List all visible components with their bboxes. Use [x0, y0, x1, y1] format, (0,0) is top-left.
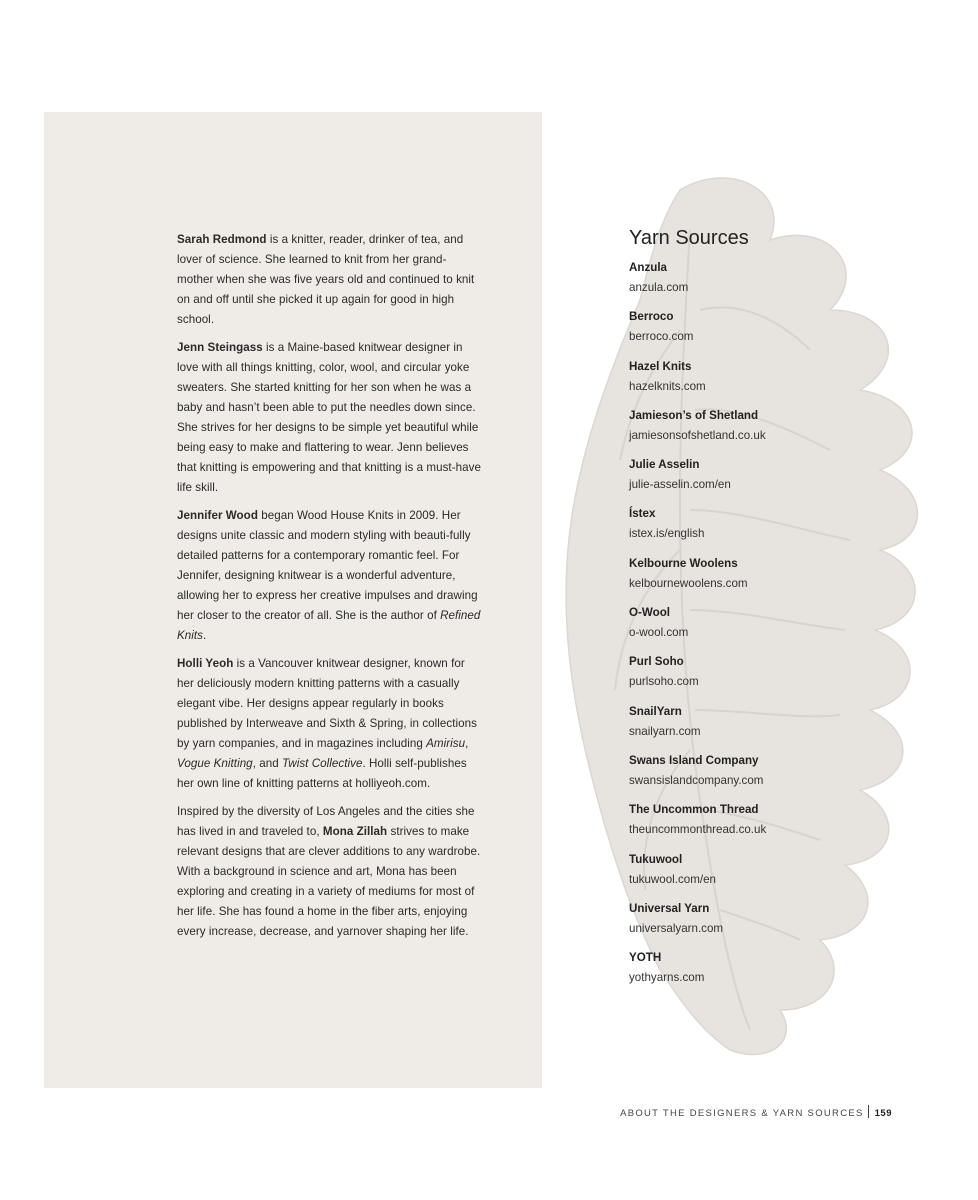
- yarn-source-name: SnailYarn: [629, 704, 682, 718]
- bio-sarah-redmond: [177, 230, 482, 330]
- yarn-sources-list: [629, 258, 929, 997]
- page-number: 159: [874, 1108, 892, 1119]
- yarn-source-name: Tukuwool: [629, 852, 683, 866]
- yarn-source-item: [629, 899, 929, 948]
- bio-text: is a Maine-based knitwear designer in love with all things knitting, color, wool, and circular yoke sweaters. She started knitting for her son when he was a baby and hasn’t been able to put the needles down since. She strives for her designs to be simple yet beautiful while being easy to make and flattering to wear. Jenn believes that knitting is empowering and that knitting is a must-have life skill.: [177, 341, 481, 494]
- yarn-source-url: theuncommonthread.co.uk: [629, 823, 767, 837]
- bio-text-start: Inspired by the diversity of Los Angeles and the cities she has lived in and traveled to,: [177, 805, 475, 838]
- yarn-source-item: [629, 307, 929, 356]
- yarn-source-item: [629, 800, 929, 849]
- yarn-source-url: berroco.com: [629, 330, 694, 344]
- yarn-source-url: julie-asselin.com/en: [629, 478, 731, 492]
- yarn-source-url: snailyarn.com: [629, 724, 701, 738]
- bio-jenn-steingass: [177, 338, 482, 498]
- bio-text: is a knitter, reader, drinker of tea, and lover of science. She learned to knit from her grand-mother when she was five years old and continued to knit on and off until she picked it up again for good in high school.: [177, 233, 475, 326]
- bio-name: Jenn Steingass: [177, 341, 263, 354]
- yarn-source-url: universalyarn.com: [629, 921, 724, 935]
- bio-text: began Wood House Knits in 2009. Her designs unite classic and modern styling with beauti-fully detailed patterns for a contemporary romantic feel. For Jennifer, designing knitwear is a wonderful adventure, allowing her to express her creative impulses and drawing her closer to the creator of all. She is the author of: [177, 509, 478, 622]
- yarn-sources: [629, 224, 929, 997]
- yarn-source-name: Purl Soho: [629, 655, 684, 669]
- yarn-source-url: purlsoho.com: [629, 675, 699, 689]
- yarn-source-url: yothyarns.com: [629, 971, 705, 985]
- yarn-source-name: The Uncommon Thread: [629, 803, 759, 817]
- footer-divider: [868, 1105, 869, 1118]
- bio-text-sep: ,: [465, 737, 469, 750]
- bio-name: Holli Yeoh: [177, 657, 234, 670]
- yarn-sources-title: Yarn Sources: [629, 227, 749, 249]
- yarn-source-name: O-Wool: [629, 606, 670, 620]
- yarn-source-name: Swans Island Company: [629, 753, 759, 767]
- yarn-source-item: [629, 948, 929, 997]
- yarn-source-name: Hazel Knits: [629, 359, 692, 373]
- yarn-source-name: Julie Asselin: [629, 458, 700, 472]
- page-footer: [570, 1104, 892, 1124]
- yarn-source-name: Kelbourne Woolens: [629, 556, 738, 570]
- yarn-source-item: [629, 406, 929, 455]
- bio-text-end: .: [203, 629, 207, 642]
- yarn-source-item: [629, 702, 929, 751]
- yarn-source-name: Berroco: [629, 310, 674, 324]
- yarn-source-item: [629, 603, 929, 652]
- yarn-source-item: [629, 357, 929, 406]
- yarn-source-name: YOTH: [629, 951, 662, 965]
- magazine-title: Twist Collective: [282, 757, 363, 770]
- bio-mona-zillah: [177, 802, 482, 942]
- yarn-source-item: [629, 850, 929, 899]
- yarn-source-item: [629, 258, 929, 307]
- yarn-source-item: [629, 455, 929, 504]
- bio-name: Mona Zillah: [322, 825, 388, 838]
- bio-holli-yeoh: [177, 654, 482, 794]
- magazine-title: Vogue Knitting: [177, 757, 253, 770]
- yarn-source-url: kelbournewoolens.com: [629, 576, 748, 590]
- yarn-source-url: tukuwool.com/en: [629, 872, 716, 886]
- yarn-source-url: o-wool.com: [629, 626, 689, 640]
- bio-text-end: . Holli self-publishes her own line of knitting patterns at holliyeoh.com.: [177, 757, 467, 790]
- yarn-source-name: Ístex: [629, 507, 656, 521]
- yarn-source-item: [629, 554, 929, 603]
- designer-bios: [177, 230, 482, 950]
- yarn-source-item: [629, 751, 929, 800]
- yarn-source-url: jamiesonsofshetland.co.uk: [629, 428, 766, 442]
- yarn-source-url: istex.is/english: [629, 527, 705, 541]
- yarn-source-item: [629, 652, 929, 701]
- footer-section-title: ABOUT THE DESIGNERS & YARN SOURCES: [620, 1108, 864, 1119]
- bio-text-sep: , and: [252, 757, 282, 770]
- book-title: Refined Knits: [177, 609, 481, 642]
- bio-text: strives to make relevant designs that are clever additions to any wardrobe. With a background in science and art, Mona has been exploring and creating in a variety of mediums for most of her life. She has found a home in the fiber arts, enjoying every increase, decrease, and yarnover shaping her life.: [177, 825, 481, 938]
- bio-name: Sarah Redmond: [177, 233, 267, 246]
- yarn-source-url: swansislandcompany.com: [629, 773, 764, 787]
- yarn-source-name: Anzula: [629, 261, 668, 274]
- yarn-source-url: hazelknits.com: [629, 379, 706, 393]
- magazine-title: Amirisu: [426, 737, 466, 750]
- yarn-source-item: [629, 504, 929, 553]
- yarn-source-url: anzula.com: [629, 281, 689, 294]
- yarn-source-name: Jamieson’s of Shetland: [629, 408, 759, 422]
- bio-name: Jennifer Wood: [177, 509, 258, 522]
- bio-jennifer-wood: [177, 506, 482, 646]
- yarn-source-name: Universal Yarn: [629, 901, 710, 915]
- bio-text: is a Vancouver knitwear designer, known for her deliciously modern knitting patterns with a casually elegant vibe. Her designs appear regularly in books published by Interweave and Sixth & Spring, in collections by yarn companies, and in magazines including: [177, 657, 478, 750]
